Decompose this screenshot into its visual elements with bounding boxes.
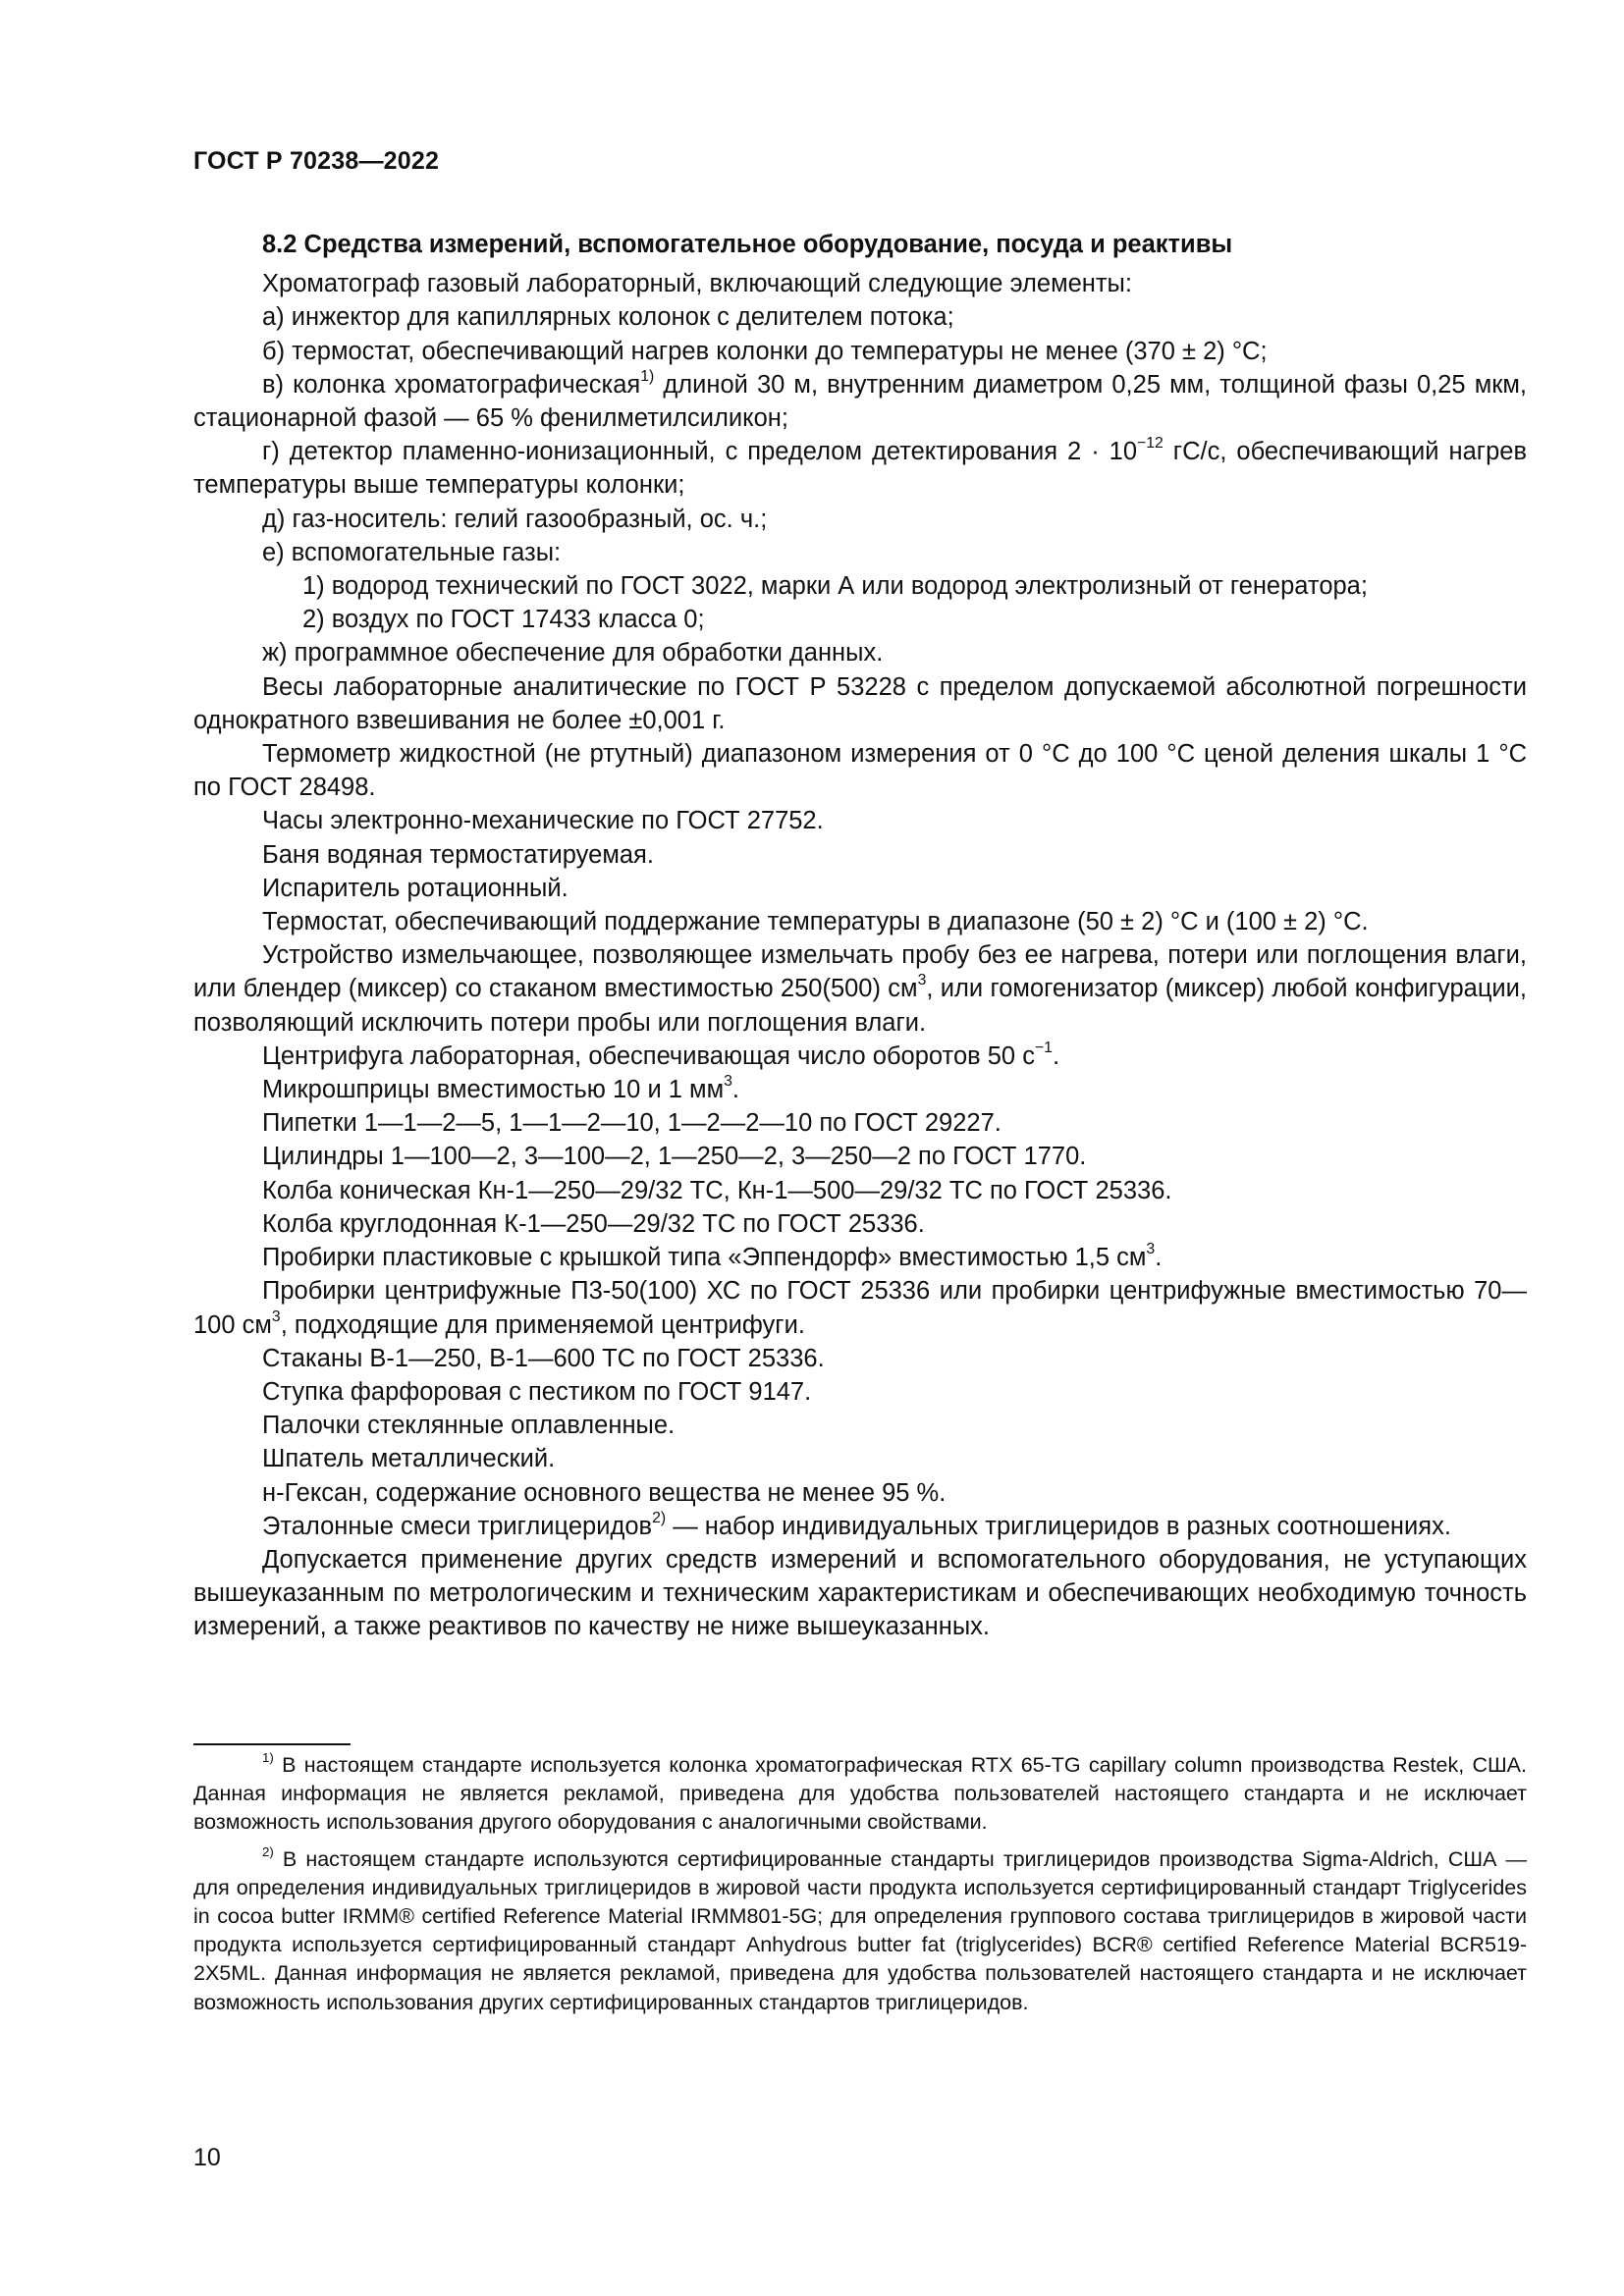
paragraph: Колба коническая Кн-1—250—29/32 ТС, Кн-1—500—29/32 ТС по ГОСТ 25336. <box>262 1176 1172 1204</box>
exponent: 3 <box>917 972 927 989</box>
text-run: . <box>731 1076 739 1104</box>
text-run: . <box>1052 1041 1060 1070</box>
text-run: гС/с, обеспечивающий нагрев температуры выше температуры колонки; <box>193 438 1527 500</box>
paragraph: Весы лабораторные аналитические по ГОСТ Р 53228 с пределом допускаемой абсолютной погрешности однократного взвешивания не более ±0,001 г. <box>193 672 1527 734</box>
paragraph <box>193 1510 1527 1543</box>
list-item: ж) программное обеспечение для обработки данных. <box>262 639 884 667</box>
footnote-text: В настоящем стандарте используется колонка хроматографическая RTX 65-TG capillary column производства Restek, США. Данная информация не является рекламой, приведена для удобства пользователей настоящего стандарта и не исключает возможность использования другого оборудования с аналогичными свойствами. <box>193 1753 1527 1835</box>
text-run: Эталонные смеси триглицеридов <box>262 1512 653 1540</box>
paragraph <box>193 1040 1527 1073</box>
footnote-2 <box>193 1845 1527 2017</box>
paragraph: Цилиндры 1—100—2, 3—100—2, 1—250—2, 3—250—2 по ГОСТ 1770. <box>262 1143 1087 1171</box>
list-item: е) вспомогательные газы: <box>262 538 562 566</box>
text-run: Устройство измельчающее, позволяющее измельчать пробу без ее нагрева, потери или поглощения влаги, или блендер (миксер) со стаканом вместимостью 250(500) см <box>193 941 1527 1003</box>
paragraph: Ступка фарфоровая с пестиком по ГОСТ 9147. <box>262 1377 812 1406</box>
paragraph: Пипетки 1—1—2—5, 1—1—2—10, 1—2—2—10 по ГОСТ 29227. <box>262 1109 1001 1138</box>
text-run: . <box>1155 1244 1163 1272</box>
footnote-1 <box>193 1751 1527 1838</box>
paragraph: Допускается применение других средств измерений и вспомогательного оборудования, не уступающих вышеуказанным по метрологическим и техническим характеристикам и обеспечивающих необходимую точность измерений, а также реактивов по качеству не ниже вышеуказанных. <box>193 1545 1527 1641</box>
document-header: ГОСТ Р 70238—2022 <box>193 147 440 175</box>
paragraph: Баня водяная термостатируемая. <box>262 840 654 869</box>
text-run: Пробирки пластиковые с крышкой типа «Эппендорф» вместимостью 1,5 см <box>262 1244 1147 1272</box>
text-run: — набор индивидуальных триглицеридов в разных соотношениях. <box>666 1512 1451 1540</box>
text-run: в) колонка хроматографическая <box>262 370 641 399</box>
section-title: 8.2 Средства измерений, вспомогательное оборудование, посуда и реактивы <box>262 231 1233 258</box>
text-run: Микрошприцы вместимостью 10 и 1 мм <box>262 1076 725 1104</box>
exponent: 3 <box>724 1073 732 1091</box>
paragraph: Шпатель металлический. <box>262 1445 556 1473</box>
text-run: , подходящие для применяемой центрифуги. <box>280 1310 805 1339</box>
paragraph: Стаканы В-1—250, В-1—600 ТС по ГОСТ 25336. <box>262 1344 825 1372</box>
footnote-text: В настоящем стандарте используются сертифицированные стандарты триглицеридов производства Sigma-Aldrich, США — для определения индивидуальных триглицеридов в жировой части продукта используется сертифицированный стандарт Triglycerides in cocoa butter IRMM® certified Reference Material IRMM801-5G; для определения группового состава триглицеридов в жировой части продукта используется сертифицированный стандарт Anhydrous butter fat (triglycerides) BCR® certified Reference Material BCR519-2X5ML. Данная информация не является рекламой, приведена для удобства пользователей настоящего стандарта и не исключает возможность использования других сертифицированных стандартов триглицеридов. <box>193 1846 1527 2014</box>
text-run: Центрифуга лабораторная, обеспечивающая число оборотов 50 с <box>262 1041 1035 1070</box>
paragraph: Термостат, обеспечивающий поддержание температуры в диапазоне (50 ± 2) °С и (100 ± 2) °С. <box>262 908 1369 936</box>
paragraph <box>193 1274 1527 1341</box>
paragraph <box>193 1073 1527 1106</box>
exponent: 3 <box>1146 1241 1156 1258</box>
footnote-separator <box>193 1743 351 1745</box>
exponent: −1 <box>1034 1040 1053 1057</box>
paragraph: н-Гексан, содержание основного вещества не менее 95 %. <box>262 1478 947 1507</box>
paragraph: Хроматограф газовый лабораторный, включающий следующие элементы: <box>262 270 1132 298</box>
footnote-ref: 2) <box>652 1509 667 1526</box>
paragraph <box>193 938 1527 1040</box>
text-run: длиной 30 м, внутренним диаметром 0,25 мм, толщиной фазы 0,25 мкм, стационарной фазой — 65 % фенилметилсиликон; <box>193 370 1527 433</box>
paragraph: Колба круглодонная К-1—250—29/32 ТС по ГОСТ 25336. <box>262 1209 925 1238</box>
paragraph: Термометр жидкостной (не ртутный) диапазоном измерения от 0 °С до 100 °С ценой деления шкалы 1 °С по ГОСТ 28498. <box>193 740 1527 802</box>
list-item <box>193 368 1527 435</box>
paragraph <box>193 1241 1527 1274</box>
footnote-ref: 1) <box>640 367 655 385</box>
text-run: Пробирки центрифужные П3-50(100) ХС по ГОСТ 25336 или пробирки центрифужные вместимостью 70—100 см <box>193 1277 1527 1339</box>
footnotes <box>193 1751 1527 2025</box>
sub-list-item: 2) воздух по ГОСТ 17433 класса 0; <box>302 606 705 634</box>
section-content <box>193 228 1527 1644</box>
footnote-mark: 2) <box>262 1843 274 1859</box>
sub-list-item: 1) водород технический по ГОСТ 3022, марки А или водород электролизный от генератора; <box>302 572 1368 601</box>
list-item: а) инжектор для капиллярных колонок с делителем потока; <box>262 303 954 332</box>
exponent: 3 <box>271 1308 281 1325</box>
paragraph: Испаритель ротационный. <box>262 874 568 902</box>
page-number: 10 <box>193 2144 221 2171</box>
exponent: −12 <box>1137 435 1164 453</box>
list-item: д) газ-носитель: гелий газообразный, ос. ч.; <box>262 505 768 533</box>
list-item <box>193 435 1527 502</box>
text-run: г) детектор пламенно-ионизационный, с пределом детектирования 2 · 10 <box>262 438 1138 466</box>
text-run: , или гомогенизатор (миксер) любой конфигурации, позволяющий исключить потери пробы или поглощения влаги. <box>193 975 1528 1037</box>
list-item: б) термостат, обеспечивающий нагрев колонки до температуры не менее (370 ± 2) °С; <box>262 337 1268 365</box>
paragraph: Часы электронно-механические по ГОСТ 27752. <box>262 807 824 835</box>
footnote-mark: 1) <box>262 1750 274 1766</box>
paragraph: Палочки стеклянные оплавленные. <box>262 1412 676 1440</box>
